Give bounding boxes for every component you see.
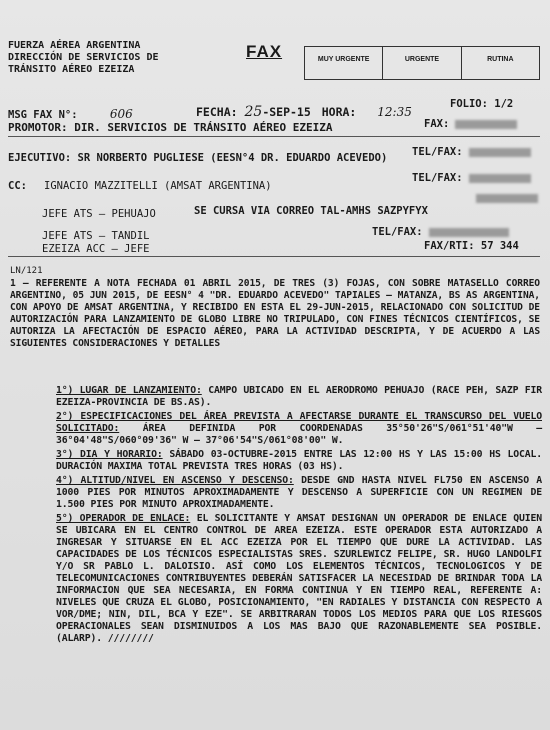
telfax-row-2 xyxy=(412,172,531,184)
item-3-text: SÁBADO 03-OCTUBRE-2015 ENTRE LAS 12:00 HS Y LAS 15:00 HS LOCAL. DURACIÓN MAXIMA TOTAL PREVISTA TRES HORAS (03 HS). xyxy=(56,449,543,472)
priority-table xyxy=(304,46,540,80)
item-2 xyxy=(56,411,542,447)
item-2-label: 2°) ESPECIFICACIONES DEL ÁREA PREVISTA A AFECTARSE DURANTE EL TRANSCURSO DEL VUELO SOLICITADO: xyxy=(56,411,542,434)
item-5-text: EL SOLICITANTE Y AMSAT DESIGNAN UN OPERADOR DE ENLACE QUIEN SE UBICARA EN EL CENTRO CONTROL DE AREA EZEIZA. ESTE OPERADOR ESTA AUTORIZADO A INGRESAR Y SITUARSE EN EL ACC EZEIZA POR EL TIEMPO QUE DURE LA ACTIVIDAD. LAS CAPACIDADES DE LOS TÉCNICOS ESPECIALISTAS SRES. SZURLEWICZ FELIPE, SR. HUGO LANDOLFI Y/O SR PABLO L. DALOISIO. ASÍ COMO LOS ELEMENTOS TÉCNICOS, TECNOLOGICOS Y DE TELECOMUNICACIONES CONTRIBUYENTES DEBERÁN SATISFACER LA NECESIDAD DE BRINDAR TODA LA INFORMACION QUE SEA NECESARIA, EN FORMA CONTINUA Y EN TIEMPO REAL, REFERENTE A: NIVELES QUE CRUZA EL GLOBO, POSICIONAMIENTO, "EN RADIALES Y DISTANCIA CON RESPECTO A VOR/DME; NIN, DIL, BCA Y EZE". SE ARBITRARAN TODOS LOS MEDIOS PARA QUE LOS RIESGOS OPERACIONALES SEAN DISMINUIDOS A LOS MAS BAJO QUE RAZONABLEMENTE SEA POSIBLE. (ALARP). //////// xyxy=(56,513,542,644)
item-1-text: CAMPO UBICADO EN EL AERODROMO PEHUAJO (RACE PEH, SAZP FIR EZEIZA-PROVINCIA DE BS.AS). xyxy=(56,385,542,408)
org-line-2: DIRECCIÓN DE SERVICIOS DE xyxy=(8,52,159,63)
org-header xyxy=(8,40,159,76)
telfax-label-3: TEL/FAX: xyxy=(372,226,423,238)
divider-1 xyxy=(8,136,540,137)
fax-label: FAX: xyxy=(424,118,450,130)
hora-value: 12:35 xyxy=(377,105,412,119)
item-3 xyxy=(56,449,542,473)
cc-value: IGNACIO MAZZITELLI (AMSAT ARGENTINA) xyxy=(44,180,272,192)
priority-rutina: RUTINA xyxy=(487,56,514,63)
hora-label: HORA: xyxy=(321,105,357,119)
telfax-label-1: TEL/FAX: xyxy=(412,146,463,158)
main-paragraph xyxy=(10,278,540,350)
msg-fax-row xyxy=(8,107,133,121)
ejecutivo: EJECUTIVO: SR NORBERTO PUGLIESE (EESN°4 DR. EDUARDO ACEVEDO) xyxy=(8,152,388,164)
paragraph-1: 1 – REFERENTE A NOTA FECHADA 01 ABRIL 2015, DE TRES (3) FOJAS, CON SOBRE MATASELLO CORREO ARGENTINO, 05 JUN 2015, DE EESN° 4 "DR. EDUARDO ACEVEDO" TAPIALES – MATANZA, BS AS ARGENTINA, CON APOYO DE AMSAT ARGENTINA, Y RECIBIDO EN ESTA EL 29-JUN-2015, RELACIONADO CON SOLICITUD DE AUTORIZACIÓN PARA LANZAMIENTO DE GLOBO LIBRE NO TRIPULADO, CON FINES TÉCNICOS CIENTÍFICOS, SE AUTORIZA LA AFECTACIÓN DE ESPACIO AÉREO, PARA LA ACTIVIDAD DESCRIPTA, Y DE ACUERDO A LAS SIGUIENTES CONSIDERACIONES Y DETALLES xyxy=(10,278,540,349)
fax-rti: FAX/RTI: 57 344 xyxy=(424,240,519,252)
promotor: PROMOTOR: DIR. SERVICIOS DE TRÁNSITO AÉREO EZEIZA xyxy=(8,121,333,134)
divider-2 xyxy=(8,256,540,257)
jefe-tandil: JEFE ATS – TANDIL xyxy=(42,230,150,242)
msg-fax-value: 606 xyxy=(109,107,133,121)
msg-fax-label: MSG FAX N°: xyxy=(8,109,78,121)
item-5-label: 5°) OPERADOR DE ENLACE: xyxy=(56,513,191,524)
item-5 xyxy=(56,513,542,645)
cursa-via-correo: SE CURSA VIA CORREO TAL-AMHS SAZPYFYX xyxy=(194,205,428,217)
redacted-telfax-3 xyxy=(429,228,509,237)
fecha-row xyxy=(196,104,412,120)
telfax-label-2: TEL/FAX: xyxy=(412,172,463,184)
fecha-value: 25 xyxy=(244,104,263,120)
item-1-label: 1°) LUGAR DE LANZAMIENTO: xyxy=(56,385,202,396)
redacted-telfax-2 xyxy=(469,174,531,183)
item-4-label: 4°) ALTITUD/NIVEL EN ASCENSO Y DESCENSO: xyxy=(56,475,294,486)
item-1 xyxy=(56,385,542,409)
cc-label: CC: xyxy=(8,180,27,192)
org-line-3: TRÁNSITO AÉREO EZEIZA xyxy=(8,64,135,75)
priority-urgente: URGENTE xyxy=(383,47,461,79)
fecha-rest: -SEP-15 xyxy=(262,105,311,119)
redacted-telfax-2b xyxy=(476,194,538,203)
org-line-1: FUERZA AÉREA ARGENTINA xyxy=(8,40,141,51)
fax-row xyxy=(424,118,517,130)
item-4 xyxy=(56,475,542,511)
fecha-label: FECHA: xyxy=(196,105,238,119)
item-4-text: DESDE GND HASTA NIVEL FL750 EN ASCENSO A 1000 PIES POR MINUTOS APROXIMADAMENTE Y DESCENSO A SUPERFICIE CON UN REGIMEN DE 1.500 PIES POR MINUTO APROXIMADAMENTE. xyxy=(56,475,543,510)
ref-code: LN/121 xyxy=(10,266,43,276)
priority-muy-urgente: MUY URGENTE xyxy=(305,47,383,79)
telfax-row-3 xyxy=(372,226,509,238)
item-2-text: ÁREA DEFINIDA POR COORDENADAS 35°50'26"S/061°51'40"W – 36°04'48"S/060°09'36" W – 37°06'54"S/061°08'00" W. xyxy=(56,423,543,446)
folio: FOLIO: 1/2 xyxy=(450,98,514,110)
item-3-label: 3°) DIA Y HORARIO: xyxy=(56,449,163,460)
redacted-telfax-1 xyxy=(469,148,531,157)
doc-type-title: FAX xyxy=(246,42,283,61)
telfax-row-1 xyxy=(412,146,531,158)
jefe-pehuajo: JEFE ATS – PEHUAJO xyxy=(42,208,156,220)
redacted-fax xyxy=(455,120,517,129)
ezeiza-acc: EZEIZA ACC – JEFE xyxy=(42,243,150,255)
conditions-list xyxy=(56,385,542,647)
